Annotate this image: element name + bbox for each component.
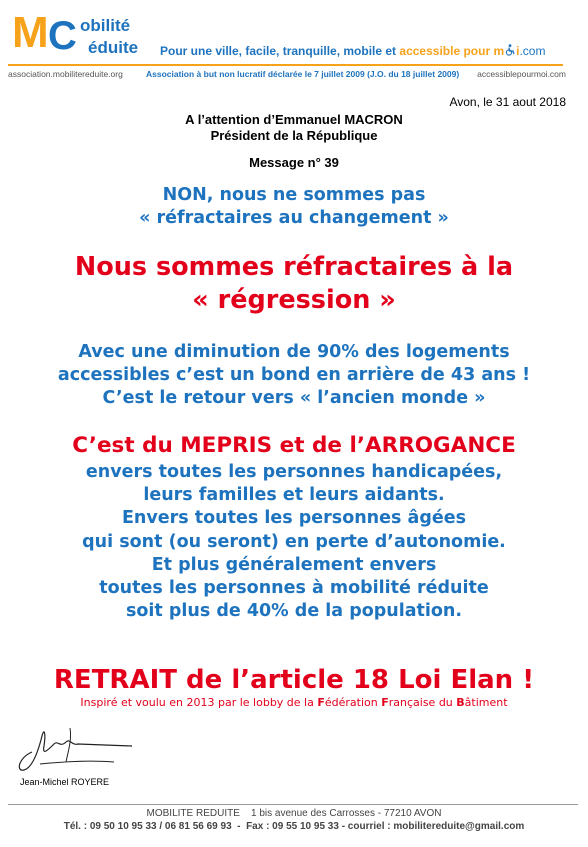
header-divider bbox=[8, 64, 563, 66]
body-line: qui sont (ou seront) en perte d’autonomie. bbox=[82, 531, 506, 552]
body-line: leurs familles et leurs aidants. bbox=[143, 485, 445, 506]
title-line: « régression » bbox=[192, 285, 396, 315]
contempt-text: et de l’ bbox=[272, 433, 365, 458]
title-line: Nous sommes réfractaires à la bbox=[74, 252, 514, 282]
logo-letter-m: M bbox=[12, 8, 49, 57]
signer-name: Jean-Michel ROYERE bbox=[20, 777, 110, 787]
body-line: Envers toutes les personnes âgées bbox=[121, 508, 467, 529]
contempt-line bbox=[0, 432, 588, 460]
stat-paragraph bbox=[0, 341, 588, 410]
tagline-prefix: Pour une ville, facile, tranquille, mobile et bbox=[160, 44, 397, 58]
credit-line bbox=[0, 696, 588, 709]
tagline-highlight: accessible pour m bbox=[399, 44, 505, 58]
credit-text: Inspiré et voulu en 2013 par le lobby de la bbox=[80, 696, 318, 709]
body-line: toutes les personnes à mobilité réduite bbox=[99, 578, 489, 599]
stat-line: accessibles c’est un bond en arrière de 43 ans ! bbox=[57, 365, 531, 385]
heading-line: « réfractaires au changement » bbox=[139, 208, 449, 228]
contempt-word-mepris: MEPRIS bbox=[180, 433, 273, 458]
title bbox=[0, 251, 588, 317]
body-line: envers toutes les personnes handicapées, bbox=[85, 462, 503, 482]
stat-line: Avec une diminution de 90% des logements bbox=[78, 342, 510, 362]
recipient-title: Président de la République bbox=[210, 128, 378, 143]
credit-initial: F bbox=[317, 696, 325, 709]
tagline-suffix: i bbox=[516, 44, 520, 58]
footer-address: MOBILITE REDUITE 1 bis avenue des Carrosses - 77210 AVON bbox=[146, 808, 442, 819]
heading bbox=[0, 184, 588, 230]
tagline bbox=[160, 44, 545, 58]
contempt-word-arrogance: ARROGANCE bbox=[365, 433, 516, 458]
contempt-text: C’est du bbox=[72, 433, 181, 458]
subheader bbox=[8, 69, 566, 81]
legal-notice: Association à but non lucratif déclarée le 7 juillet 2009 (J.O. du 18 juillet 2009) bbox=[146, 69, 460, 79]
logo-word-reduite: éduite bbox=[88, 38, 139, 57]
logo-letter-c: C bbox=[48, 14, 77, 58]
credit-initial: F bbox=[381, 696, 389, 709]
credit-text: âtiment bbox=[464, 696, 508, 709]
stat-line: C’est le retour vers « l’ancien monde » bbox=[102, 388, 486, 408]
letter-date: Avon, le 31 aout 2018 bbox=[449, 95, 566, 109]
message-number: Message n° 39 bbox=[249, 155, 339, 170]
body-line: Et plus généralement envers bbox=[151, 554, 437, 575]
footer-contact: Tél. : 09 50 10 95 33 / 06 81 56 69 93 - Fax : 09 55 10 95 33 - courriel : mobilitereduite@gmail.com bbox=[63, 821, 525, 832]
site-link-left[interactable]: association.mobilitereduite.org bbox=[8, 69, 123, 79]
credit-text: édération bbox=[324, 696, 382, 709]
recipient-name: A l’attention d’Emmanuel MACRON bbox=[185, 112, 403, 127]
site-link-right[interactable]: accessiblepourmoi.com bbox=[477, 69, 566, 79]
tagline-domain: .com bbox=[519, 44, 546, 58]
credit-initial: B bbox=[456, 696, 465, 709]
logo bbox=[8, 6, 158, 66]
body-line: soit plus de 40% de la population. bbox=[125, 601, 463, 622]
logo-word-mobilite: obilité bbox=[80, 16, 131, 35]
demand: RETRAIT de l’article 18 Loi Elan ! bbox=[53, 665, 535, 695]
credit-text: rançaise du bbox=[388, 696, 457, 709]
footer-divider bbox=[8, 804, 578, 805]
signature bbox=[10, 722, 135, 774]
body-paragraph bbox=[0, 461, 588, 623]
heading-line: NON, nous ne sommes pas bbox=[162, 185, 426, 205]
wheelchair-icon bbox=[504, 44, 516, 56]
